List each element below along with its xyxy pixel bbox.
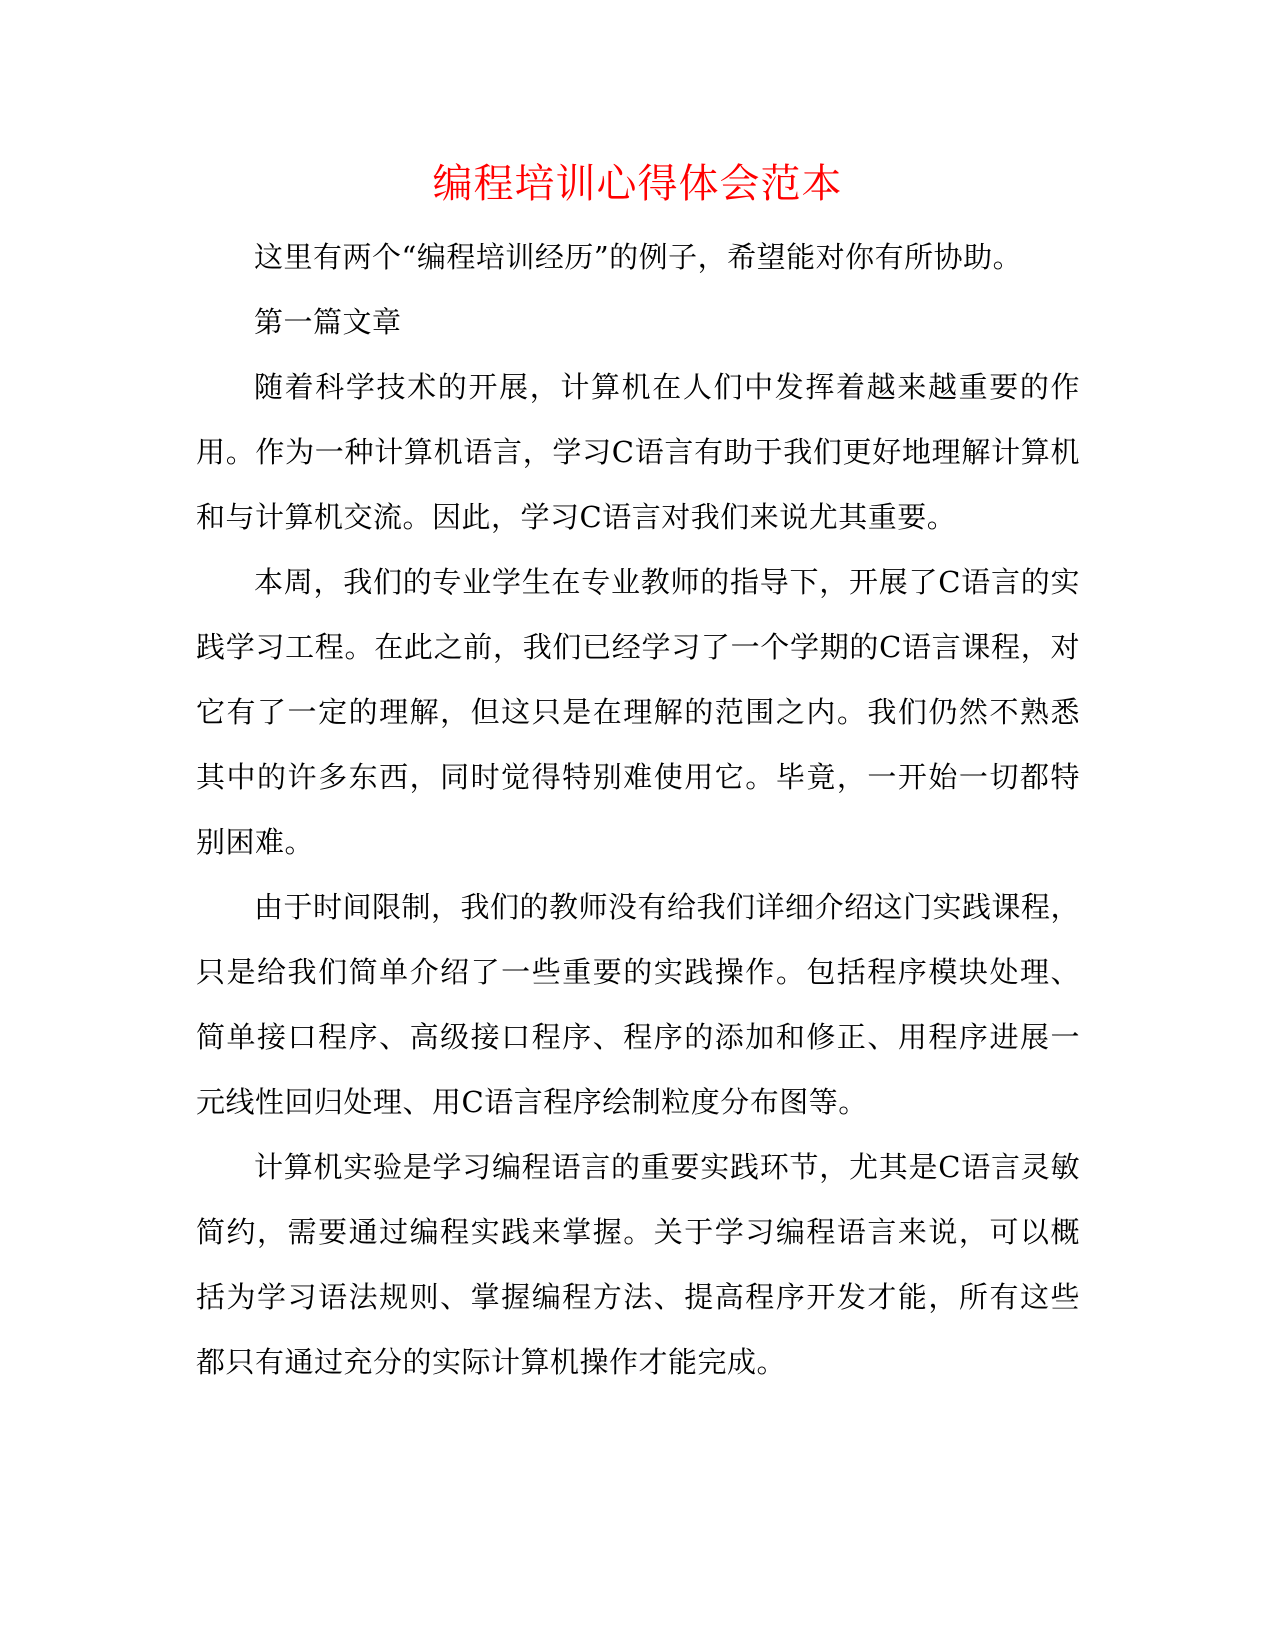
paragraph: 计算机实验是学习编程语言的重要实践环节，尤其是C语言灵敏简约，需要通过编程实践来掌握。关于学习编程语言来说，可以概括为学习语法规则、掌握编程方法、提高程序开发才能，所有这些都只有通过充分的实际计算机操作才能完成。 xyxy=(196,1150,1080,1379)
document-title: 编程培训心得体会范本 xyxy=(432,161,843,207)
paragraph: 由于时间限制，我们的教师没有给我们详细介绍这门实践课程，只是给我们简单介绍了一些重要的实践操作。包括程序模块处理、简单接口程序、高级接口程序、程序的添加和修正、用程序进展一元线性回归处理、用C语言程序绘制粒度分布图等。 xyxy=(196,890,1081,1119)
paragraph-intro: 这里有两个“编程培训经历”的例子，希望能对你有所协助。 xyxy=(254,240,1023,274)
document-body xyxy=(196,225,1080,1395)
paragraph: 本周，我们的专业学生在专业教师的指导下，开展了C语言的实践学习工程。在此之前，我们已经学习了一个学期的C语言课程，对它有了一定的理解，但这只是在理解的范围之内。我们仍然不熟悉其中的许多东西，同时觉得特别难使用它。毕竟，一开始一切都特别困难。 xyxy=(196,565,1080,859)
paragraph: 随着科学技术的开展，计算机在人们中发挥着越来越重要的作用。作为一种计算机语言，学习C语言有助于我们更好地理解计算机和与计算机交流。因此，学习C语言对我们来说尤其重要。 xyxy=(196,370,1080,534)
paragraph-section-heading: 第一篇文章 xyxy=(254,305,402,339)
